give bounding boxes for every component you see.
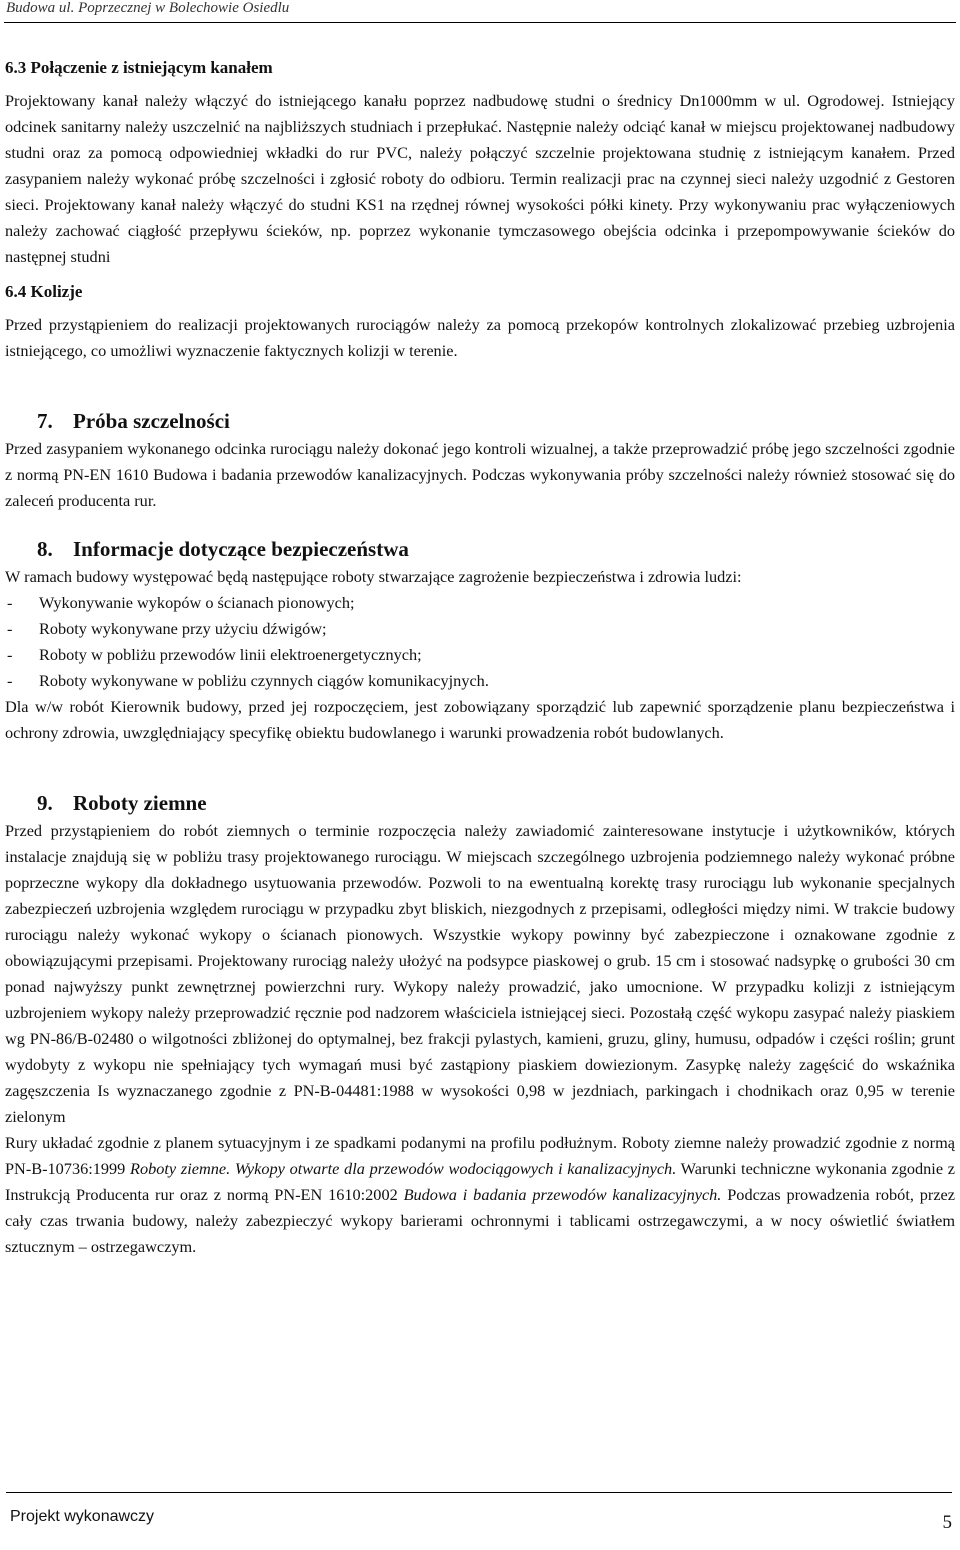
- norm-title-italic: Roboty ziemne. Wykopy otwarte dla przewodów wodociągowych i kanalizacyjnych.: [130, 1159, 677, 1178]
- section-7-number: 7.: [37, 409, 53, 433]
- hazard-list: [5, 590, 955, 694]
- section-9-heading: [5, 788, 955, 818]
- norm-title-italic: Budowa i badania przewodów kanalizacyjnych.: [403, 1185, 722, 1204]
- section-9-title: Roboty ziemne: [73, 791, 207, 815]
- section-6-4-heading: 6.4 Kolizje: [5, 282, 83, 301]
- footer-label: Projekt wykonawczy: [10, 1508, 155, 1525]
- list-item: - Wykonywanie wykopów o ścianach pionowych;: [5, 590, 955, 616]
- section-6-3-heading: 6.3 Połączenie z istniejącym kanałem: [5, 58, 273, 77]
- section-8-intro: W ramach budowy występować będą następujące roboty stwarzające zagrożenie bezpieczeństwa i zdrowia ludzi:: [5, 567, 742, 586]
- page-number: 5: [942, 1512, 952, 1533]
- header-rule: [4, 22, 956, 23]
- section-6-4-paragraph: Przed przystąpieniem do realizacji projektowanych rurociągów należy za pomocą przekopów kontrolnych zlokalizować przebieg uzbrojenia istniejącego, co umożliwi wyznaczenie faktycznych kolizji w terenie.: [5, 315, 955, 360]
- section-9-number: 9.: [37, 791, 53, 815]
- section-8-heading: [5, 534, 955, 564]
- running-header: Budowa ul. Poprzecznej w Bolechowie Osiedlu: [6, 0, 290, 16]
- list-item: - Roboty wykonywane w pobliżu czynnych ciągów komunikacyjnych.: [5, 668, 955, 694]
- list-item: - Roboty wykonywane przy użyciu dźwigów;: [5, 616, 955, 642]
- section-8-number: 8.: [37, 537, 53, 561]
- section-9-paragraph-1: Przed przystąpieniem do robót ziemnych o terminie rozpoczęcia należy zawiadomić zainteresowane instytucje i użytkowników, których instalacje znajdują się w pobliżu trasy projektowanego rurociągu. W miejscach szczególnego uzbrojenia podziemnego należy wykonać próbne poprzeczne wykopy dla dokładnego usytuowania przewodów. Pozwoli to na ewentualną korektę trasy rurociągu lub wykonanie specjalnych zabezpieczeń uzbrojenia względem rurociągu w przypadku zbyt bliskich, niezgodnych z przepisami, odległości między nimi. W trakcie budowy rurociągu należy wykonać wykopy o ścianach pionowych. Wszystkie wykopy powinny być zabezpieczone i oznakowane zgodnie z obowiązującymi przepisami. Projektowany rurociąg należy ułożyć na podsypce piaskowej o grub. 15 cm i stosować nadsypkę o grubości 30 cm ponad najwyższy punkt zewnętrznej powierzchni rury. Wykopy należy prowadzić, jako umocnione. W przypadku kolizji z istniejącym uzbrojeniem wykopy należy przeprowadzić ręcznie pod nadzorem właściciela istniejącej sieci. Pozostałą część wykopu zasypać należy piaskiem wg PN-86/B-02480 o wilgotności zbliżonej do optymalnej, bez frakcji pylastych, kamieni, gruzu, gliny, humusu, odpadów i części roślin; grunt wydobyty z wykopu nie spełniający tych wymagań musi być zastąpiony piaskiem dowiezionym. Zasypkę należy zagęścić do wskaźnika zagęszczenia Is wyznaczanego zgodnie z PN-B-04481:1988 w wysokości 0,98 w jezdniach, parkingach i chodnikach oraz 0,95 w terenie zielonym: [5, 821, 955, 1126]
- section-7-paragraph: Przed zasypaniem wykonanego odcinka rurociągu należy dokonać jego kontroli wizualnej, a także przeprowadzić próbę jego szczelności zgodnie z normą PN-EN 1610 Budowa i badania przewodów kanalizacyjnych. Podczas wykonywania próby szczelności należy również stosować się do zaleceń producenta rur.: [5, 439, 955, 510]
- section-7-heading: [5, 406, 955, 436]
- list-dash: -: [7, 619, 13, 638]
- section-7-title: Próba szczelności: [73, 409, 230, 433]
- section-8-title: Informacje dotyczące bezpieczeństwa: [73, 537, 409, 561]
- section-9-paragraph-2: Rury układać zgodnie z planem sytuacyjnym i ze spadkami podanymi na profilu podłużnym. Roboty ziemne należy prowadzić zgodnie z normą PN-B-10736:1999 Roboty ziemne. Wykopy otwarte dla przewodów wodociągowych i kanalizacyjnych. Warunki techniczne wykonania zgodnie z Instrukcją Producenta rur oraz z normą PN-EN 1610:2002 Budowa i badania przewodów kanalizacyjnych. Podczas prowadzenia robót, przez cały czas trwania budowy, należy zabezpieczyć wykopy barierami ochronnymi i tablicami ostrzegawczymi, a w nocy oświetlić światłem sztucznym – ostrzegawczym.: [5, 1133, 956, 1256]
- section-6-3-paragraph: Projektowany kanał należy włączyć do istniejącego kanału poprzez nadbudowę studni o średnicy Dn1000mm w ul. Ogrodowej. Istniejący odcinek sanitarny należy uszczelnić na najbliższych studniach i przepłukać. Następnie należy odciąć kanał w miejscu projektowanej nadbudowy studni oraz za pomocą odpowiedniej wkładki do rur PVC, należy połączyć szczelnie projektowana studnię z istniejącym kanałem. Przed zasypaniem należy wykonać próbę szczelności i zgłosić roboty do odbioru. Termin realizacji prac na czynnej sieci należy uzgodnić z Gestoren sieci. Projektowany kanał należy włączyć do studni KS1 na rzędnej równej wysokości półki kinety. Przy wykonywaniu prac wyłączeniowych należy zachować ciągłość przepływu ścieków, np. poprzez wykonanie tymczasowego obejścia odcinka i przepompowywanie ścieków do następnej studni: [5, 91, 955, 266]
- list-dash: -: [7, 645, 13, 664]
- section-8-paragraph: Dla w/w robót Kierownik budowy, przed jej rozpoczęciem, jest zobowiązany sporządzić lub zapewnić sporządzenie planu bezpieczeństwa i ochrony zdrowia, uwzględniający specyfikę obiektu budowlanego i warunki prowadzenia robót budowlanych.: [5, 697, 955, 742]
- document-body: [5, 56, 955, 1260]
- list-item: - Roboty w pobliżu przewodów linii elektroenergetycznych;: [5, 642, 955, 668]
- list-dash: -: [7, 593, 13, 612]
- footer-rule: [6, 1492, 952, 1493]
- list-dash: -: [7, 671, 13, 690]
